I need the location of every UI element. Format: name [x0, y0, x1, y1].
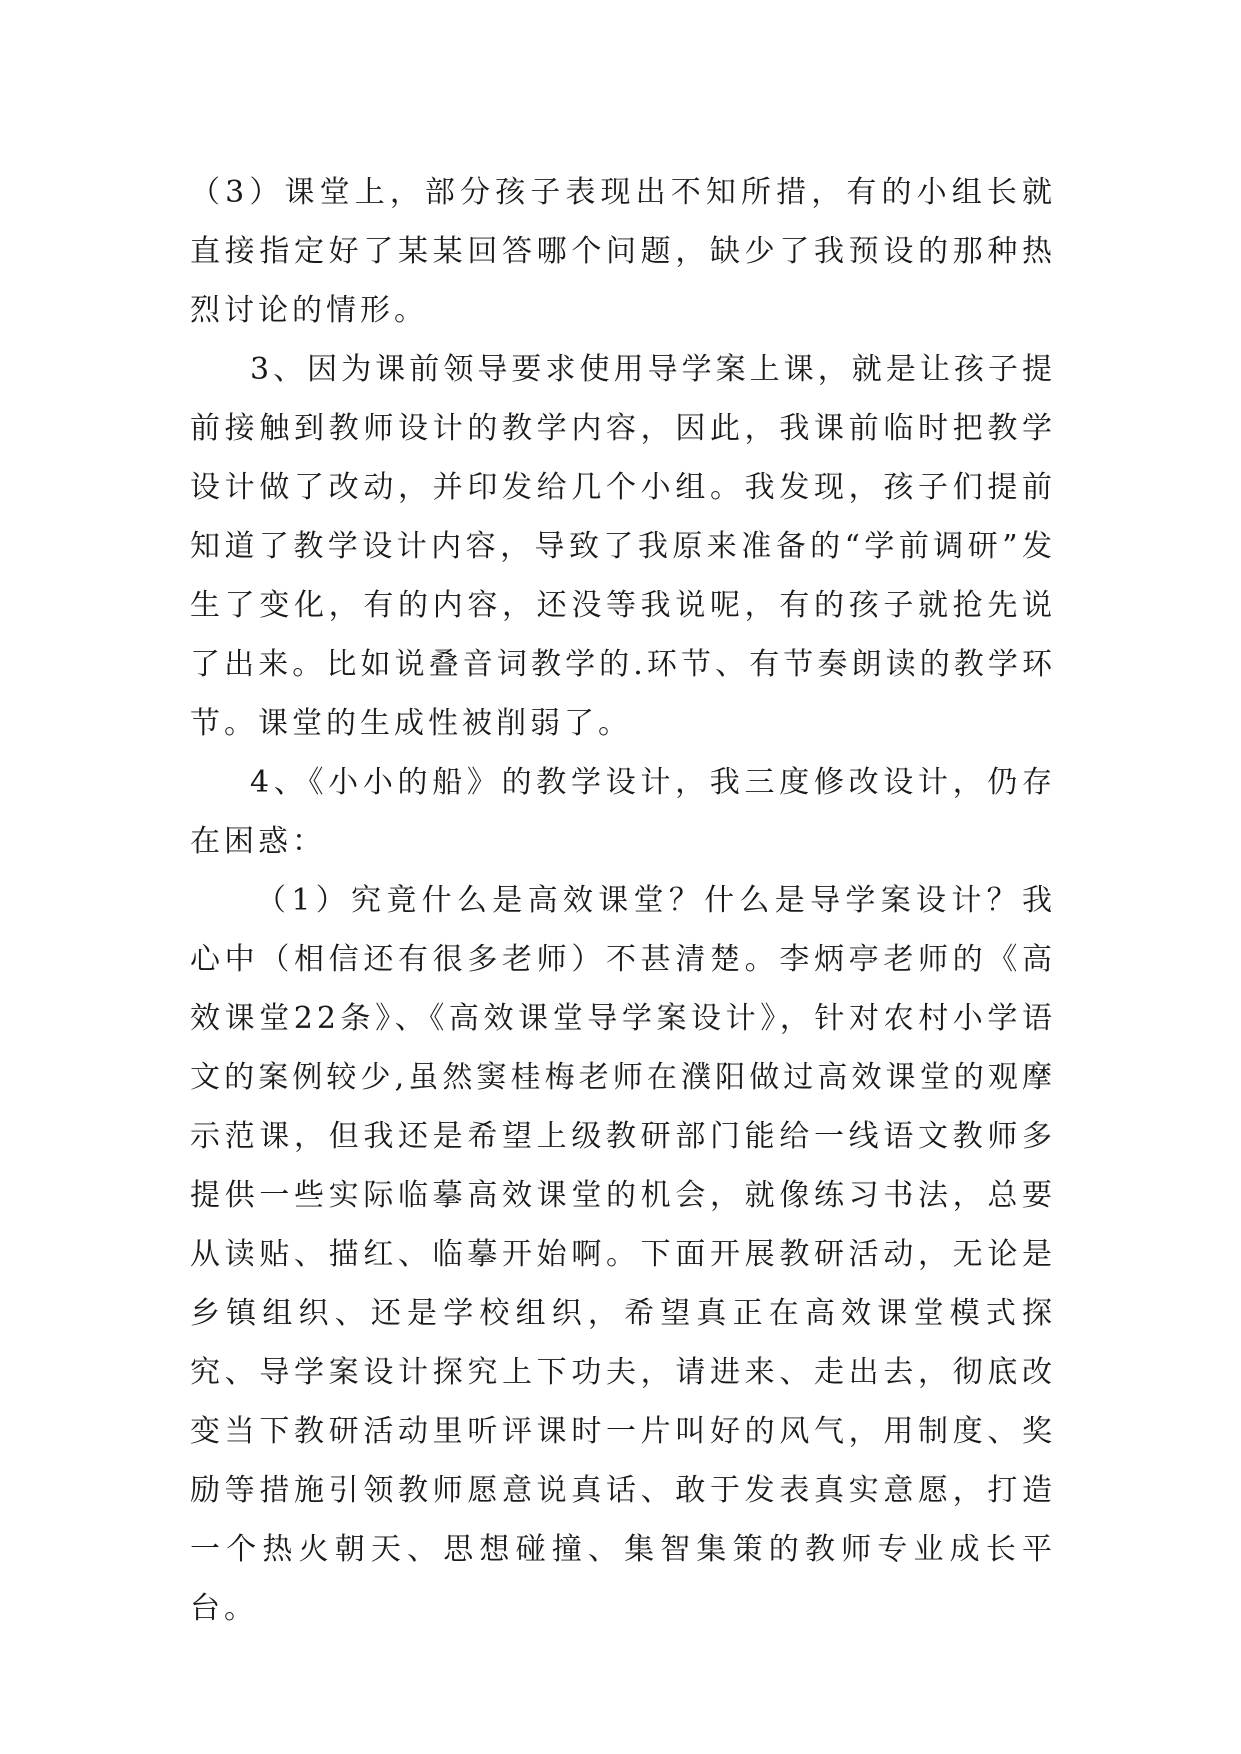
paragraph-classroom-reaction: （3）课堂上，部分孩子表现出不知所措，有的小组长就直接指定好了某某回答哪个问题，缺少了我预设的那种热烈讨论的情形。: [190, 175, 1056, 328]
paragraph-efficient-classroom: （1）究竟什么是高效课堂？什么是导学案设计？我心中（相信还有很多老师）不甚清楚。李炳亭老师的《高效课堂22条》、《高效课堂导学案设计》，针对农村小学语文的案例较少,虽然窦桂梅老师在濮阳做过高效课堂的观摩示范课，但我还是希望上级教研部门能给一线语文教师多提供一些实际临摹高效课堂的机会，就像练习书法，总要从读贴、描红、临摹开始啊。下面开展教研活动，无论是乡镇组织、还是学校组织，希望真正在高效课堂模式探究、导学案设计探究上下功夫，请进来、走出去，彻底改变当下教研活动里听评课时一片叫好的风气，用制度、奖励等措施引领教师愿意说真话、敢于发表真实意愿，打造一个热火朝天、思想碰撞、集智集策的教师专业成长平台。: [190, 883, 1056, 1626]
paragraph-design-confusion: 4、《小小的船》的教学设计，我三度修改设计，仍存在困惑：: [190, 765, 1056, 859]
paragraph-lesson-plan-change: 3、因为课前领导要求使用导学案上课，就是让孩子提前接触到教师设计的教学内容，因此，我课前临时把教学设计做了改动，并印发给几个小组。我发现，孩子们提前知道了教学设计内容，导致了我原来准备的“学前调研”发生了变化，有的内容，还没等我说呢，有的孩子就抢先说了出来。比如说叠音词教学的.环节、有节奏朗读的教学环节。课堂的生成性被削弱了。: [190, 352, 1056, 741]
document-body: [190, 163, 1056, 1638]
